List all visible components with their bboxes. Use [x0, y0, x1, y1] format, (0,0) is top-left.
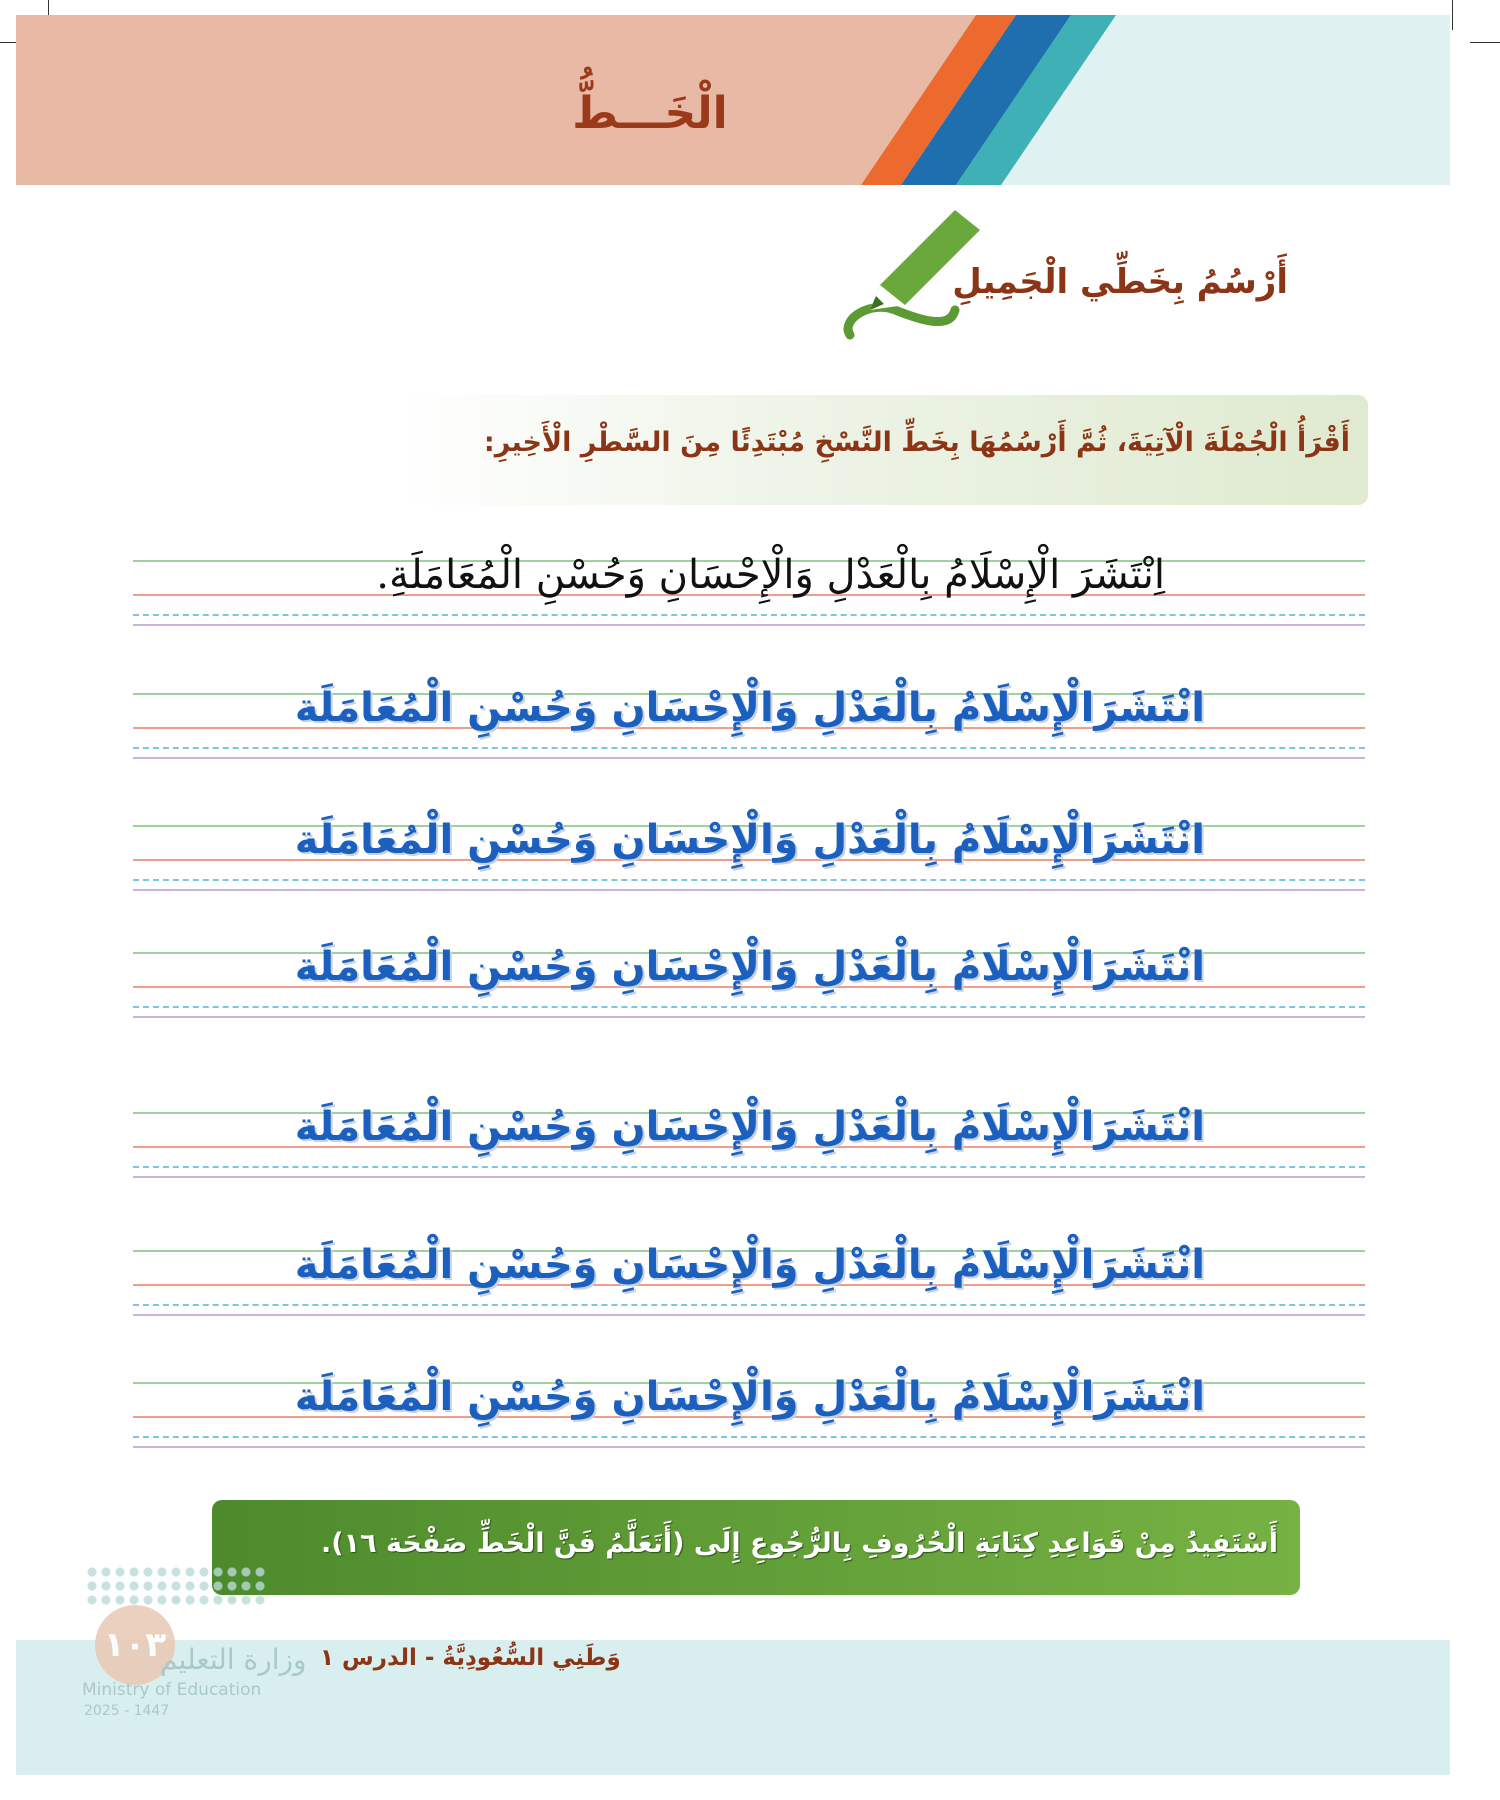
ministry-name-en: Ministry of Education: [82, 1680, 262, 1700]
model-sentence: اِنْتَشَرَ الْإِسْلَامُ بِالْعَدْلِ وَالْإِحْسَانِ وَحُسْنِ الْمُعَامَلَةِ.: [376, 552, 1165, 598]
practice-line: [133, 685, 1365, 773]
practice-line: [133, 1104, 1365, 1192]
practice-text: انْتَشَرَالْإِسْلَامُ بِالْعَدْلِ وَالْإِحْسَانِ وَحُسْنِ الْمُعَامَلَة: [294, 1104, 1205, 1150]
lesson-label: وَطَنِي السُّعُودِيَّةُ - الدرس ١: [320, 1645, 621, 1671]
crop-mark: [1470, 42, 1500, 43]
practice-text: انْتَشَرَالْإِسْلَامُ بِالْعَدْلِ وَالْإِحْسَانِ وَحُسْنِ الْمُعَامَلَة: [294, 1374, 1205, 1420]
tip-text: أَسْتَفِيدُ مِنْ قَوَاعِدِ كِتَابَةِ الْحُرُوفِ بِالرُّجُوعِ إِلَى (أَتَعَلَّمُ فَنَّ الْخَطِّ صَفْحَة ١٦).: [321, 1528, 1278, 1559]
practice-text: انْتَشَرَالْإِسْلَامُ بِالْعَدْلِ وَالْإِحْسَانِ وَحُسْنِ الْمُعَامَلَة: [294, 944, 1205, 990]
instruction-text: أَقْرَأُ الْجُمْلَةَ الْآتِيَةَ، ثُمَّ أَرْسُمُهَا بِخَطِّ النَّسْخِ مُبْتَدِئًا مِنَ السَّطْرِ الْأَخِيرِ:: [483, 427, 1350, 458]
tip-box: [212, 1500, 1300, 1595]
practice-line: [133, 944, 1365, 1032]
ministry-logo-dots: [85, 1565, 265, 1605]
practice-line: [133, 1374, 1365, 1462]
crop-mark: [1452, 0, 1453, 30]
practice-line: [133, 1242, 1365, 1330]
ministry-name-ar: وزارة التعليم: [160, 1643, 307, 1676]
section-heading: أَرْسُمُ بِخَطِّي الْجَمِيلِ: [952, 262, 1288, 302]
year-label: 2025 - 1447: [84, 1703, 170, 1719]
page-number: ١٠٣: [95, 1605, 175, 1685]
practice-text: انْتَشَرَالْإِسْلَامُ بِالْعَدْلِ وَالْإِحْسَانِ وَحُسْنِ الْمُعَامَلَة: [294, 817, 1205, 863]
practice-line: [133, 817, 1365, 905]
model-line: [133, 552, 1365, 640]
practice-text: انْتَشَرَالْإِسْلَامُ بِالْعَدْلِ وَالْإِحْسَانِ وَحُسْنِ الْمُعَامَلَة: [294, 1242, 1205, 1288]
page-title: الْخَـــطُّ: [572, 88, 728, 139]
instruction-box: [398, 395, 1368, 505]
practice-text: انْتَشَرَالْإِسْلَامُ بِالْعَدْلِ وَالْإِحْسَانِ وَحُسْنِ الْمُعَامَلَة: [294, 685, 1205, 731]
